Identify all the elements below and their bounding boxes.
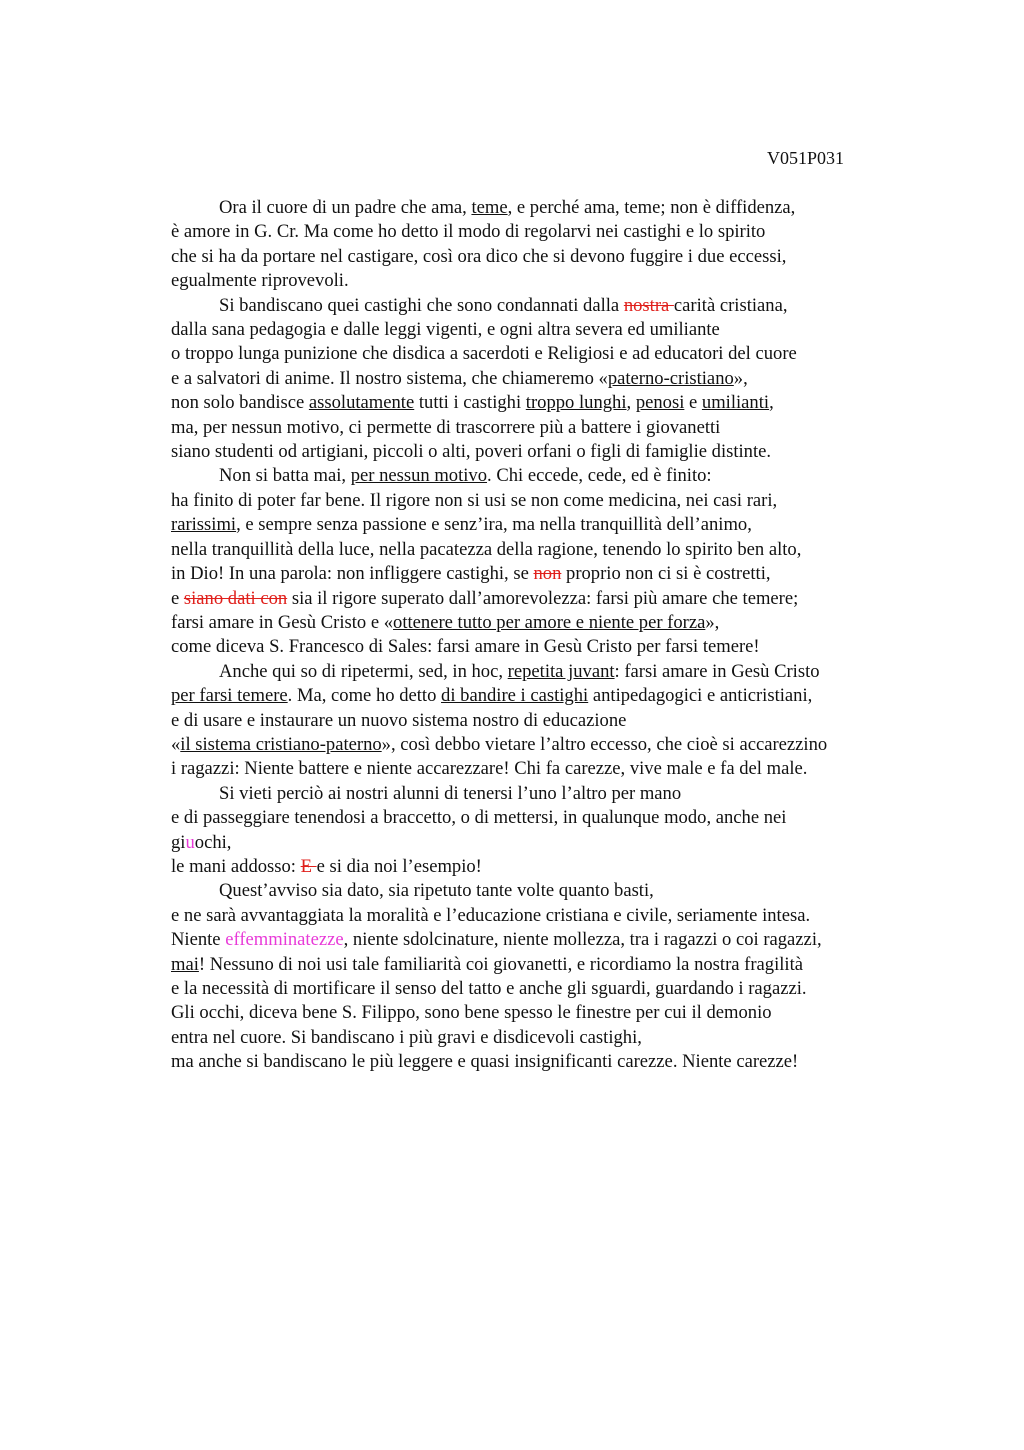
- text-line: [171, 684, 931, 708]
- text-segment: come diceva S. Francesco di Sales: farsi amare in Gesù Cristo per farsi temere!: [171, 636, 760, 658]
- text-segment: entra nel cuore. Si bandiscano i più gravi e disdicevoli castighi,: [171, 1026, 642, 1048]
- text-line: [171, 367, 931, 391]
- text-line: [171, 928, 931, 952]
- text-segment: , e sempre senza passione e senz’ira, ma nella tranquillità dell’animo,: [236, 514, 752, 536]
- text-segment: », così debbo vietare l’altro eccesso, che cioè si accarezzino: [381, 733, 828, 755]
- text-segment: o troppo lunga punizione che disdica a sacerdoti e Religiosi e ad educatori del cuore: [171, 343, 797, 365]
- text-segment: sia il rigore superato dall’amorevolezza: farsi più amare che temere;: [287, 587, 799, 609]
- text-line: [171, 660, 931, 684]
- text-line: [171, 806, 931, 830]
- text-segment: . Ma, come ho detto: [287, 685, 442, 707]
- text-segment: nella tranquillità della luce, nella pacatezza della ragione, tenendo lo spirito ben alto,: [171, 538, 802, 560]
- deleted-text: non: [533, 563, 562, 585]
- text-line: [171, 318, 931, 342]
- text-segment: farsi amare in Gesù Cristo e «: [171, 611, 394, 633]
- text-line: [171, 342, 931, 366]
- inserted-text: u: [185, 831, 195, 853]
- text-line: [171, 782, 931, 806]
- text-line: [171, 440, 931, 464]
- text-segment: e di passeggiare tenendosi a braccetto, o di mettersi, in qualunque modo, anche nei: [171, 807, 787, 829]
- page-identifier: V051P031: [766, 148, 844, 168]
- text-segment: tutti i castighi: [414, 392, 526, 414]
- text-segment: è amore in G. Cr. Ma come ho detto il modo di regolarvi nei castighi e lo spirito: [171, 221, 766, 243]
- text-line: [171, 269, 931, 293]
- text-segment: proprio non ci si è costretti,: [561, 563, 771, 585]
- text-segment: non solo bandisce: [171, 392, 309, 414]
- text-segment: , e perché ama, teme; non è diffidenza,: [507, 197, 796, 218]
- text-line: [171, 538, 931, 562]
- underlined-text: penosi: [635, 392, 685, 414]
- text-segment: Quest’avviso sia dato, sia ripetuto tante volte quanto basti,: [219, 880, 654, 902]
- text-line: [171, 464, 931, 488]
- text-line: [171, 1050, 931, 1074]
- text-line: [171, 635, 931, 659]
- text-line: [171, 562, 931, 586]
- text-segment: e: [171, 587, 184, 609]
- text-segment: «: [171, 733, 181, 755]
- underlined-text: assolutamente: [308, 392, 415, 414]
- text-line: [171, 489, 931, 513]
- text-line: [171, 513, 931, 537]
- text-line: [171, 1001, 931, 1025]
- underlined-text: troppo lunghi: [525, 392, 627, 414]
- text-segment: le mani addosso:: [171, 855, 301, 877]
- text-segment: i ragazzi: Niente battere e niente accarezzare! Chi fa carezze, vive male e fa del male.: [171, 758, 808, 780]
- text-line: [171, 709, 931, 733]
- text-line: [171, 1026, 931, 1050]
- text-line: [171, 245, 931, 269]
- underlined-text: teme: [471, 197, 508, 218]
- text-line: [171, 416, 931, 440]
- text-segment: ma anche si bandiscano le più leggere e quasi insignificanti carezze. Niente carezze!: [171, 1051, 799, 1073]
- deleted-text: E: [300, 855, 317, 877]
- text-segment: . Chi eccede, cede, ed è finito:: [487, 465, 712, 487]
- text-segment: e la necessità di mortificare il senso del tatto e anche gli sguardi, guardando i ragazzi.: [171, 978, 807, 999]
- text-segment: ochi,: [194, 831, 232, 853]
- text-segment: e di usare e instaurare un nuovo sistema nostro di educazione: [171, 709, 627, 731]
- text-segment: dalla sana pedagogia e dalle leggi vigenti, e ogni altra severa ed umiliante: [171, 319, 720, 341]
- text-segment: ha finito di poter far bene. Il rigore non si usi se non come medicina, nei casi rari,: [171, 489, 778, 511]
- text-segment: egualmente riprovevoli.: [171, 270, 349, 292]
- text-segment: che si ha da portare nel castigare, così ora dico che si devono fuggire i due eccessi,: [171, 245, 787, 267]
- text-line: [171, 904, 931, 928]
- text-line: [171, 220, 931, 244]
- underlined-text: il sistema cristiano-paterno: [180, 733, 382, 755]
- text-segment: Non si batta mai,: [219, 465, 351, 487]
- text-line: [171, 757, 931, 781]
- text-segment: antipedagogici e anticristiani,: [588, 685, 813, 707]
- text-line: [171, 953, 931, 977]
- text-segment: : farsi amare in Gesù Cristo: [614, 660, 820, 682]
- underlined-text: per farsi temere: [171, 685, 288, 707]
- text-segment: »,: [733, 367, 748, 389]
- text-segment: Si vieti perciò ai nostri alunni di tenersi l’uno l’altro per mano: [219, 782, 682, 804]
- text-segment: Anche qui so di ripetermi, sed, in hoc,: [219, 660, 508, 682]
- underlined-text: di bandire i castighi: [441, 685, 589, 707]
- text-segment: siano studenti od artigiani, piccoli o alti, poveri orfani o figli di famiglie distinte.: [171, 441, 772, 463]
- text-segment: e si dia noi l’esempio!: [316, 855, 482, 877]
- text-segment: ,: [769, 392, 774, 414]
- text-segment: e a salvatori di anime. Il nostro sistema, che chiameremo «: [171, 367, 608, 389]
- text-segment: ma, per nessun motivo, ci permette di trascorrere più a battere i giovanetti: [171, 416, 721, 438]
- text-line: [171, 831, 931, 855]
- inserted-text: effemminatezze: [225, 929, 344, 951]
- text-line: [171, 611, 931, 635]
- deleted-text: nostra: [623, 294, 674, 316]
- text-line: [171, 196, 931, 220]
- document-body: [171, 196, 931, 1075]
- text-segment: ,: [626, 392, 636, 414]
- deleted-text: siano dati con: [183, 587, 288, 609]
- text-line: [171, 855, 931, 879]
- text-segment: e ne sarà avvantaggiata la moralità e l’educazione cristiana e civile, seriamente intesa.: [171, 904, 811, 926]
- text-line: [171, 977, 931, 1001]
- underlined-text: per nessun motivo: [350, 465, 488, 487]
- underlined-text: ottenere tutto per amore e niente per forza: [393, 611, 706, 633]
- underlined-text: mai: [171, 953, 199, 975]
- text-segment: carità cristiana,: [673, 294, 788, 316]
- text-segment: ! Nessuno di noi usi tale familiarità coi giovanetti, e ricordiamo la nostra fragilità: [198, 953, 804, 975]
- text-segment: e: [684, 392, 702, 414]
- text-segment: Gli occhi, diceva bene S. Filippo, sono bene spesso le finestre per cui il demonio: [171, 1002, 772, 1024]
- text-segment: , niente sdolcinature, niente mollezza, tra i ragazzi o coi ragazzi,: [343, 929, 822, 951]
- underlined-text: umilianti: [701, 392, 770, 414]
- text-segment: in Dio! In una parola: non infliggere castighi, se: [171, 563, 534, 585]
- text-segment: »,: [705, 611, 720, 633]
- text-segment: gi: [171, 831, 186, 853]
- underlined-text: paterno-cristiano: [607, 367, 734, 389]
- text-line: [171, 879, 931, 903]
- text-line: [171, 587, 931, 611]
- text-line: [171, 733, 931, 757]
- text-segment: Ora il cuore di un padre che ama,: [219, 197, 472, 218]
- underlined-text: rarissimi: [171, 514, 237, 536]
- underlined-text: repetita juvant: [507, 660, 615, 682]
- text-segment: Si bandiscano quei castighi che sono condannati dalla: [219, 294, 624, 316]
- text-line: [171, 391, 931, 415]
- text-line: [171, 294, 931, 318]
- text-segment: Niente: [171, 929, 226, 951]
